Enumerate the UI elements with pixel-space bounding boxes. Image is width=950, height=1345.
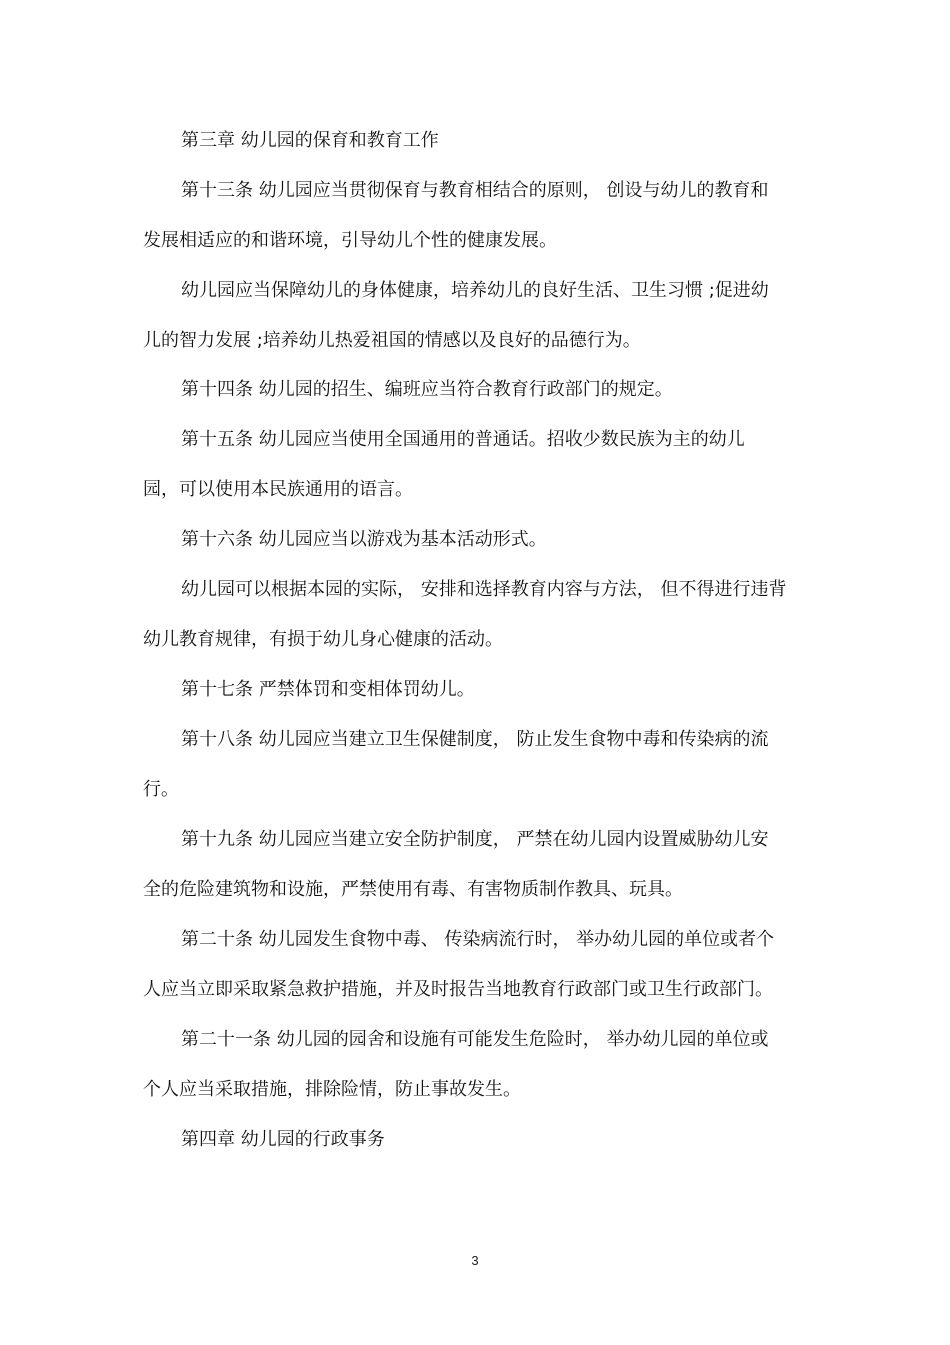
text-line: 第十九条 幼儿园应当建立安全防护制度， 严禁在幼儿园内设置威胁幼儿安: [181, 829, 769, 850]
text-line: 行。: [143, 779, 179, 800]
text-line: 第十六条 幼儿园应当以游戏为基本活动形式。: [181, 529, 547, 550]
text-line: 幼儿园可以根据本园的实际， 安排和选择教育内容与方法， 但不得进行违背: [181, 579, 787, 600]
text-line: 第十四条 幼儿园的招生、编班应当符合教育行政部门的规定。: [181, 379, 673, 400]
text-line: 个人应当采取措施，排除险情，防止事故发生。: [143, 1079, 521, 1100]
text-line: 全的危险建筑物和设施，严禁使用有毒、有害物质制作教具、玩具。: [143, 879, 683, 900]
text-line: 第二十条 幼儿园发生食物中毒、 传染病流行时， 举办幼儿园的单位或者个: [181, 929, 775, 950]
text-line: 第十七条 严禁体罚和变相体罚幼儿。: [181, 679, 475, 700]
text-line: 第十五条 幼儿园应当使用全国通用的普通话。招收少数民族为主的幼儿: [181, 429, 745, 450]
page-number: 3: [471, 1253, 479, 1268]
chapter-heading: 第四章 幼儿园的行政事务: [181, 1129, 385, 1150]
text-line: 儿的智力发展 ;培养幼儿热爱祖国的情感以及良好的品德行为。: [143, 330, 641, 351]
text-line: 第十八条 幼儿园应当建立卫生保健制度， 防止发生食物中毒和传染病的流: [181, 729, 769, 750]
text-line: 幼儿教育规律，有损于幼儿身心健康的活动。: [143, 629, 503, 650]
text-line: 人应当立即采取紧急救护措施，并及时报告当地教育行政部门或卫生行政部门。: [143, 979, 773, 1000]
text-line: 发展相适应的和谐环境，引导幼儿个性的健康发展。: [143, 230, 557, 251]
text-line: 第十三条 幼儿园应当贯彻保育与教育相结合的原则， 创设与幼儿的教育和: [181, 180, 769, 201]
text-line: 园，可以使用本民族通用的语言。: [143, 479, 413, 500]
text-line: 幼儿园应当保障幼儿的身体健康，培养幼儿的良好生活、卫生习惯 ;促进幼: [181, 280, 769, 301]
text-line: 第二十一条 幼儿园的园舍和设施有可能发生危险时， 举办幼儿园的单位或: [181, 1029, 769, 1050]
chapter-heading: 第三章 幼儿园的保育和教育工作: [181, 130, 439, 151]
